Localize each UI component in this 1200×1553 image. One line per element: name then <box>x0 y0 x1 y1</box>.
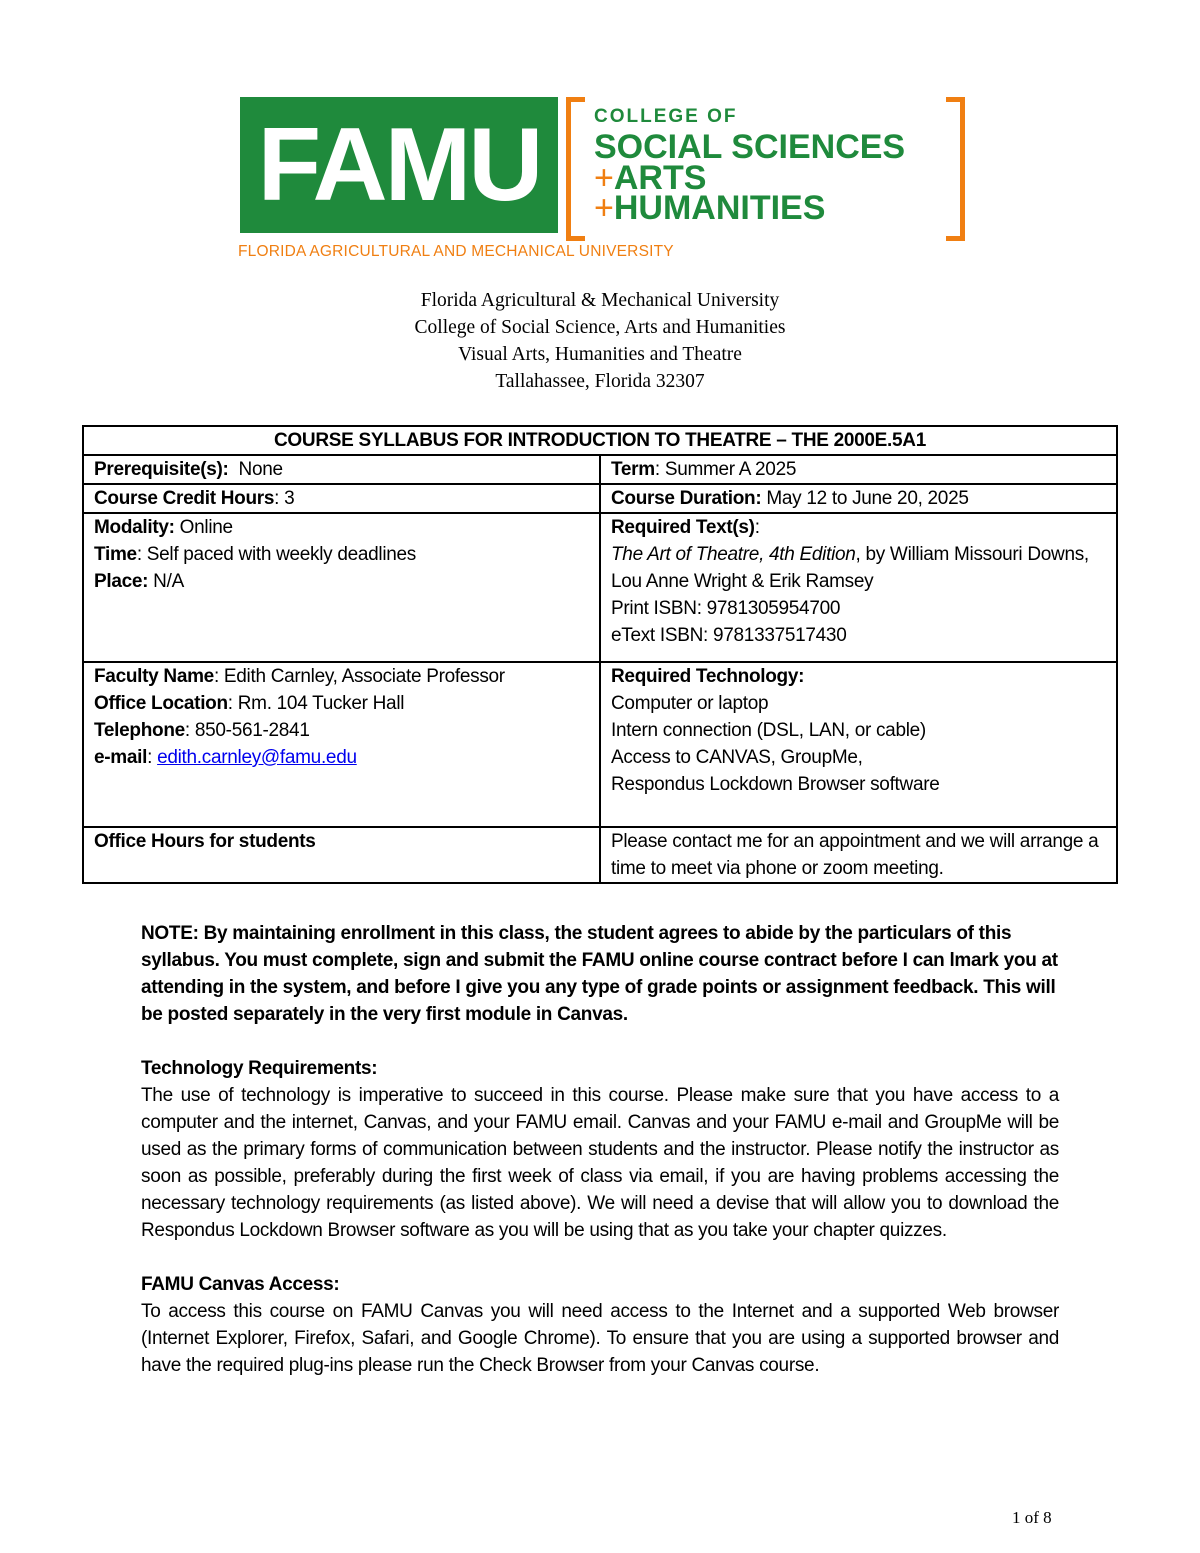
tech-item: Computer or laptop <box>611 693 769 714</box>
syllabus-body <box>141 920 1059 1406</box>
college-line-social-sciences: SOCIAL SCIENCES <box>594 128 906 166</box>
famu-logo-box <box>240 97 558 233</box>
office-hours-value: Please contact me for an appointment and we will arrange a time to meet via phone or zoom meeting. <box>600 827 1117 883</box>
heading-college: College of Social Science, Arts and Humanities <box>414 317 786 338</box>
heading-location: Tallahassee, Florida 32307 <box>495 371 705 392</box>
modality-line: Modality: Online <box>94 517 233 538</box>
left-bracket-graphic <box>566 97 585 241</box>
required-texts-cell <box>600 513 1117 662</box>
faculty-cell <box>83 662 600 827</box>
faculty-name-line: Faculty Name: Edith Carnley, Associate Professor <box>94 666 505 687</box>
required-texts-label: Required Text(s): <box>611 517 760 538</box>
tech-item: Intern connection (DSL, LAN, or cable) <box>611 720 926 741</box>
place-line: Place: N/A <box>94 571 184 592</box>
right-bracket-graphic <box>946 97 965 241</box>
famu-logo-text: FAMU <box>257 107 541 223</box>
etext-isbn: eText ISBN: 9781337517430 <box>611 625 847 646</box>
technology-requirements-text: The use of technology is imperative to succeed in this course. Please make sure that you have access to a computer and the internet, Canvas, and your FAMU email. Canvas and your FAMU e-mail and GroupMe will be used as the primary forms of communication between students and the instructor. Please notify the instructor as soon as possible, preferably during the first week of class via email, if you are having problems accessing the necessary technology requirements (as listed above). We will need a devise that will allow you to download the Respondus Lockdown Browser software as you will be using that as you take your chapter quizzes. <box>141 1085 1059 1241</box>
time-line: Time: Self paced with weekly deadlines <box>94 544 417 565</box>
college-of-label: COLLEGE OF <box>594 106 738 127</box>
page-number: 1 of 8 <box>1012 1508 1052 1527</box>
office-hours-label: Office Hours for students <box>83 827 600 883</box>
heading-department: Visual Arts, Humanities and Theatre <box>458 344 742 365</box>
telephone-line: Telephone: 850-561-2841 <box>94 720 310 741</box>
document-heading <box>0 287 1200 395</box>
college-line-arts: +ARTS <box>594 159 707 197</box>
university-full-name: FLORIDA AGRICULTURAL AND MECHANICAL UNIVERSITY <box>238 243 674 260</box>
email-link[interactable]: edith.carnley@famu.edu <box>157 747 357 768</box>
office-location-line: Office Location: Rm. 104 Tucker Hall <box>94 693 405 714</box>
term-cell: Term: Summer A 2025 <box>600 455 1117 484</box>
canvas-access-title: FAMU Canvas Access: <box>141 1274 340 1295</box>
course-info-table <box>82 425 1118 884</box>
duration-cell: Course Duration: May 12 to June 20, 2025 <box>600 484 1117 513</box>
technology-requirements-title: Technology Requirements: <box>141 1058 378 1079</box>
tech-item: Access to CANVAS, GroupMe, <box>611 747 863 768</box>
required-technology-label: Required Technology: <box>611 666 805 687</box>
heading-university: Florida Agricultural & Mechanical University <box>420 290 780 311</box>
credit-hours-cell: Course Credit Hours: 3 <box>83 484 600 513</box>
famu-college-logo <box>238 97 978 267</box>
canvas-access-text: To access this course on FAMU Canvas you will need access to the Internet and a supported Web browser (Internet Explorer, Firefox, Safari, and Google Chrome). To ensure that you are using a supported browser and have the required plug-ins please run the Check Browser from your Canvas course. <box>141 1301 1059 1376</box>
prerequisite-cell: Prerequisite(s): None <box>83 455 600 484</box>
table-title: COURSE SYLLABUS FOR INTRODUCTION TO THEATRE – THE 2000E.5A1 <box>83 426 1117 455</box>
college-line-humanities: +HUMANITIES <box>594 189 826 227</box>
modality-cell <box>83 513 600 662</box>
tech-item: Respondus Lockdown Browser software <box>611 774 940 795</box>
email-line: e-mail: edith.carnley@famu.edu <box>94 747 357 768</box>
enrollment-note: NOTE: By maintaining enrollment in this class, the student agrees to abide by the particulars of this syllabus. You must complete, sign and submit the FAMU online course contract before I can lmark you at attending in the system, and before I give you any type of grade points or assignment feedback. This will be posted separately in the very first module in Canvas. <box>141 923 1058 1025</box>
textbook-citation: The Art of Theatre, 4th Edition, by William Missouri Downs, Lou Anne Wright & Erik Ramsey <box>611 544 1089 592</box>
required-technology-cell <box>600 662 1117 827</box>
print-isbn: Print ISBN: 9781305954700 <box>611 598 841 619</box>
